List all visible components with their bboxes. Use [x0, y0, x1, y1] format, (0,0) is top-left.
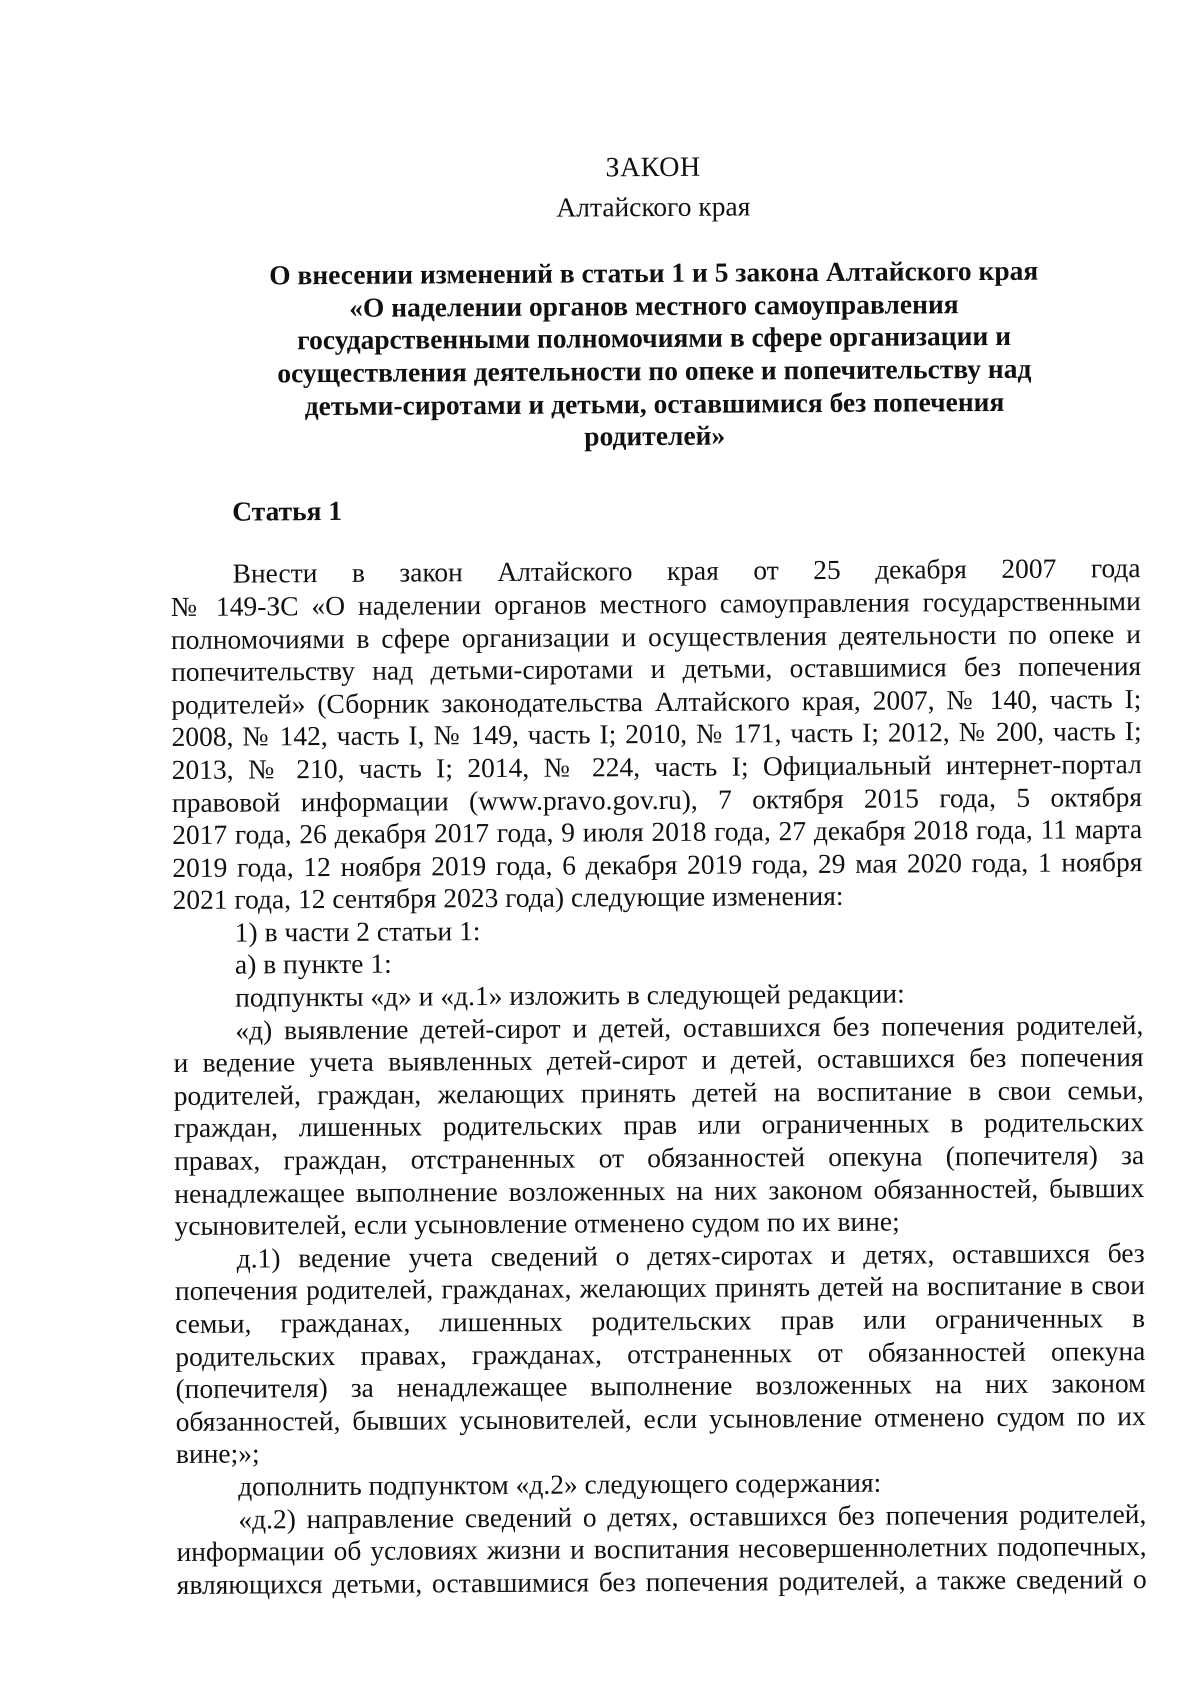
- text-line: граждан, лишенных родительских прав или ограниченных в родительских: [173, 1106, 1145, 1144]
- document-content: [168, 149, 1147, 1601]
- text-line: «д) выявление детей-сирот и детей, оставшихся без попечения родителей,: [235, 1008, 1144, 1046]
- text-line: Внести в закон Алтайского края от 25 декабря 2007 года: [232, 552, 1141, 589]
- title-line: «О наделении органов местного самоуправления: [349, 287, 959, 323]
- title-line: О внесении изменений в статьи 1 и 5 закона Алтайского края: [269, 254, 1039, 291]
- subparagraph-d: [173, 1009, 1144, 1243]
- text-line: являющихся детьми, оставшимися без попечения родителей, а также сведений о: [176, 1562, 1147, 1600]
- title-line: родителей»: [584, 419, 726, 452]
- text-line: информации об условиях жизни и воспитания несовершеннолетних подопечных,: [176, 1530, 1147, 1568]
- text-line: ненадлежащее выполнение возложенных на них законом обязанностей, бывших: [174, 1171, 1145, 1209]
- text-line: 2008, № 142, часть I, № 149, часть I; 2010, № 171, часть I; 2012, № 200, часть I;: [171, 715, 1142, 753]
- text-line: правах, граждан, отстраненных от обязанностей опекуна (попечителя) за: [174, 1139, 1145, 1177]
- text-line: усыновителей, если усыновление отменено судом по их вине;: [174, 1205, 900, 1242]
- text-line: и ведение учета выявленных детей-сирот и детей, оставшихся без попечения: [173, 1041, 1144, 1079]
- title-line: государственными полномочиями в сфере организации и: [297, 320, 1012, 356]
- text-line: родителей, граждан, желающих принять детей на воспитание в свои семьи,: [173, 1073, 1144, 1111]
- add-subparagraph-d2: дополнить подпунктом «д.2» следующего содержания:: [238, 1466, 882, 1502]
- item-1a-text: подпункты «д» и «д.1» изложить в следующей редакции:: [235, 977, 905, 1013]
- text-line: № 149-ЗС «О наделении органов местного самоуправления государственными: [170, 585, 1141, 622]
- text-line: 2021 года, 12 сентября 2023 года) следующие изменения:: [172, 880, 844, 916]
- text-line: 2013, № 210, часть I; 2014, № 224, часть I; Официальный интернет-портал: [171, 747, 1142, 785]
- document-region: Алтайского края: [556, 190, 751, 223]
- title-line: детьми-сиротами и детьми, оставшимися без попечения: [304, 385, 1005, 421]
- text-line: вине;»;: [175, 1437, 260, 1470]
- subparagraph-d1: [175, 1237, 1146, 1471]
- paragraph-amendment-intro: [170, 552, 1142, 916]
- text-line: 2019 года, 12 ноября 2019 года, 6 декабря 2019 года, 29 мая 2020 года, 1 ноября: [172, 845, 1143, 883]
- text-line: попечения родителей, гражданах, желающих принять детей на воспитание в свои: [174, 1269, 1146, 1307]
- text-line: попечительству над детьми-сиротами и детьми, оставшимися без попечения: [171, 650, 1142, 688]
- text-line: родителей» (Сборник законодательства Алтайского края, 2007, № 140, часть I;: [171, 682, 1142, 720]
- title-line: осуществления деятельности по опеке и попечительству над: [277, 352, 1032, 389]
- text-line: д.1) ведение учета сведений о детях-сиротах и детях, оставшихся без: [236, 1236, 1145, 1274]
- text-line: (попечителя) за ненадлежащее выполнение возложенных на них законом: [175, 1367, 1146, 1405]
- text-line: семьи, гражданах, лишенных родительских прав или ограниченных в: [175, 1302, 1146, 1339]
- text-line: полномочиями в сфере организации и осуществления деятельности по опеке и: [170, 617, 1142, 655]
- text-line: обязанностей, бывших усыновителей, если усыновление отменено судом по их: [175, 1399, 1146, 1437]
- item-1: 1) в части 2 статьи 1:: [234, 914, 481, 948]
- document-title: [169, 254, 1140, 455]
- subparagraph-d2: [176, 1498, 1147, 1602]
- document-type: ЗАКОН: [605, 151, 701, 184]
- text-line: родительских правах, гражданах, отстраненных от обязанностей опекуна: [175, 1334, 1146, 1372]
- article-heading: Статья 1: [232, 494, 343, 527]
- text-line: правовой информации (www.pravo.gov.ru), 7 октября 2015 года, 5 октября: [171, 780, 1143, 818]
- text-line: 2017 года, 26 декабря 2017 года, 9 июля 2018 года, 27 декабря 2018 года, 11 марта: [172, 813, 1143, 851]
- text-line: «д.2) направление сведений о детях, оставшихся без попечения родителей,: [238, 1497, 1147, 1535]
- article-body: [170, 552, 1146, 1601]
- item-1a: а) в пункте 1:: [234, 948, 392, 981]
